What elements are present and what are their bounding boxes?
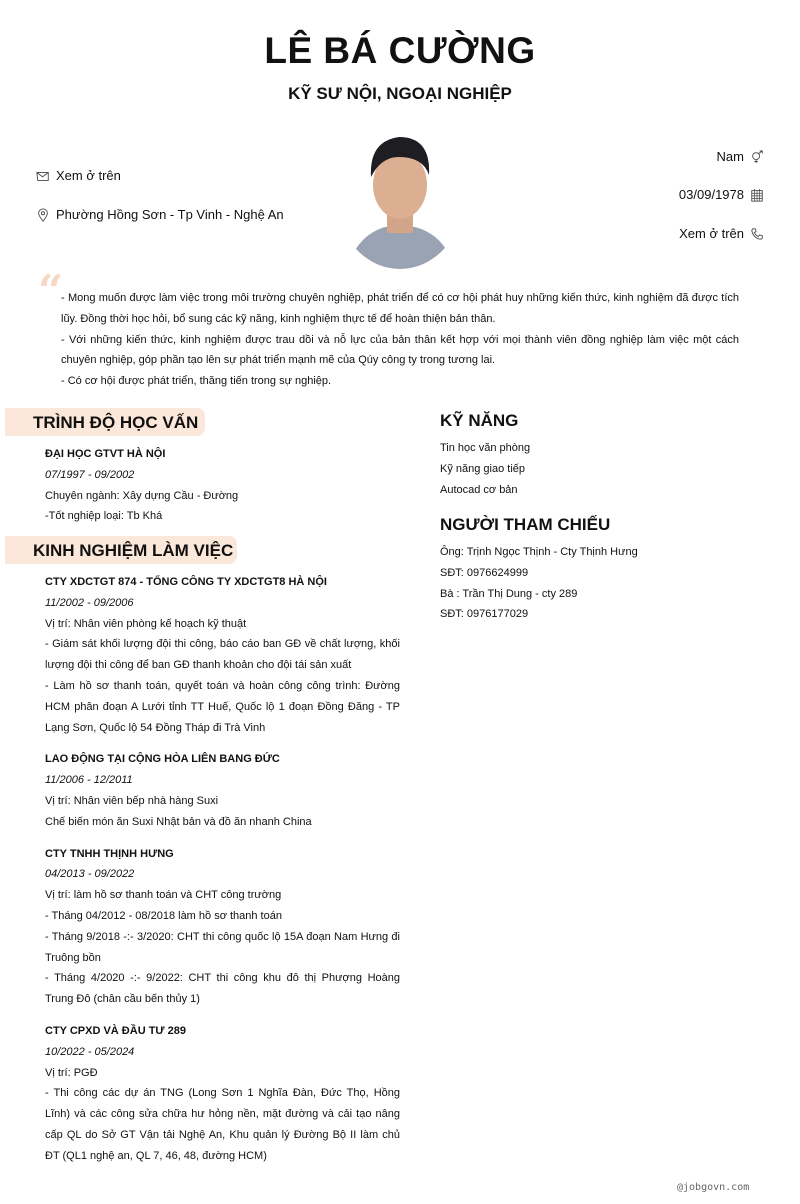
phone-contact xyxy=(679,226,764,241)
phone-value: Xem ở trên xyxy=(679,226,744,241)
education-item xyxy=(45,444,400,527)
phone-icon xyxy=(750,227,764,241)
job-title: KỸ SƯ NỘI, NGOẠI NGHIỆP xyxy=(288,84,512,103)
company-name: CTY CPXD VÀ ĐẦU TƯ 289 xyxy=(45,1024,186,1037)
job-date: 10/2022 - 05/2024 xyxy=(45,1045,135,1058)
school-name: ĐẠI HỌC GTVT HÀ NỘI xyxy=(45,448,166,460)
profile-photo xyxy=(337,127,463,269)
references-section xyxy=(440,514,770,625)
dob-value: 03/09/1978 xyxy=(678,187,744,202)
job-item xyxy=(45,844,400,1010)
job-date: 04/2013 - 09/2022 xyxy=(45,868,135,881)
email-contact xyxy=(36,168,121,183)
reference-line: Ông: Trịnh Ngọc Thịnh - Cty Thịnh Hưng xyxy=(440,546,638,558)
job-line: - Tháng 4/2020 -:- 9/2022: CHT thi công khu đô thị Phượng Hoàng Trung Đô (chân cầu bến thủy 1) xyxy=(45,972,400,1006)
gender-icon xyxy=(750,150,764,164)
calendar-icon xyxy=(750,188,764,202)
job-line: Vị trí: PGĐ xyxy=(45,1066,98,1079)
job-line: Vị trí: Nhân viên bếp nhà hàng Suxi xyxy=(45,794,219,807)
education-line: Chuyên ngành: Xây dựng Cầu - Đường xyxy=(45,489,239,502)
skills-section xyxy=(440,410,770,500)
company-name: LAO ĐỘNG TẠI CỘNG HÒA LIÊN BANG ĐỨC xyxy=(45,753,280,766)
gender-contact xyxy=(717,149,764,164)
career-objective xyxy=(61,288,739,392)
skill-item: Tin học văn phòng xyxy=(440,442,531,454)
email-value: Xem ở trên xyxy=(56,168,121,183)
address-contact xyxy=(36,207,284,222)
watermark-footer: @jobgovn.com xyxy=(677,1182,750,1193)
experience-heading: KINH NGHIỆM LÀM VIỆC xyxy=(5,536,237,564)
quote-icon: “ xyxy=(38,266,64,317)
company-name: CTY XDCTGT 874 - TỔNG CÔNG TY XDCTGT8 HÀ NỘI xyxy=(45,576,327,588)
reference-line: SĐT: 0976177029 xyxy=(440,608,529,621)
job-item xyxy=(45,572,400,738)
job-item xyxy=(45,749,400,832)
education-line: -Tốt nghiệp loại: Tb Khá xyxy=(45,510,163,523)
job-date: 11/2006 - 12/2011 xyxy=(45,774,133,787)
reference-line: Bà : Trần Thị Dung - cty 289 xyxy=(440,587,578,600)
skill-item: Kỹ năng giao tiếp xyxy=(440,462,526,475)
job-line: Vị trí: Nhân viên phòng kế hoạch kỹ thuật xyxy=(45,617,247,630)
company-name: CTY TNHH THỊNH HƯNG xyxy=(45,847,174,860)
skill-item: Autocad cơ bản xyxy=(440,483,518,496)
job-line: - Giám sát khối lượng đội thi công, báo cáo ban GĐ về chất lượng, khối lượng đội thi công để ban GĐ thanh khoản cho đội tái sản xuất xyxy=(45,638,400,672)
candidate-name: LÊ BÁ CƯỜNG xyxy=(264,30,536,71)
job-line: Chế biến món ăn Suxi Nhật bản và đồ ăn nhanh China xyxy=(45,815,312,828)
envelope-icon xyxy=(36,169,50,183)
job-date: 11/2002 - 09/2006 xyxy=(45,596,134,609)
job-item xyxy=(45,1021,400,1167)
reference-line: SĐT: 0976624999 xyxy=(440,566,529,579)
job-line: - Tháng 04/2012 - 08/2018 làm hồ sơ thanh toán xyxy=(45,909,282,922)
job-line: - Thi công các dự án TNG (Long Sơn 1 Nghĩa Đàn, Đức Thọ, Hồng Lĩnh) và các công sửa chữa hư hỏng nền, mặt đường và cải tạo nâng cấp QL do Sở GT Vận tải Nghệ An, Khu quản lý Đường Bộ II làm chủ ĐT (QL1 nghệ an, QL 7, 46, 48, đường HCM) xyxy=(45,1087,400,1162)
education-section xyxy=(45,444,400,527)
job-line: Vị trí: làm hồ sơ thanh toán và CHT công trường xyxy=(45,889,282,902)
job-line: - Tháng 9/2018 -:- 3/2020: CHT thi công quốc lộ 15A đoạn Nam Hưng đi Truông bồn xyxy=(45,930,400,964)
gender-value: Nam xyxy=(716,149,744,164)
job-line: - Làm hồ sơ thanh toán, quyết toán và hoàn công công trình: Đường HCM phân đoạn A Lưới tỉnh TT Huế, Quốc lộ 1 đoạn Đồng Đăng - TP Lạng Sơn, Quốc lộ 54 Đồng Tháp đi Trà Vinh xyxy=(45,679,400,734)
skills-heading: KỸ NĂNG xyxy=(440,411,519,430)
objective-line: - Có cơ hội được phát triển, thăng tiến trong sự nghiệp. xyxy=(61,375,332,388)
education-heading: TRÌNH ĐỘ HỌC VẤN xyxy=(5,408,205,436)
address-value: Phường Hồng Sơn - Tp Vinh - Nghệ An xyxy=(56,207,284,222)
experience-section xyxy=(45,572,400,1178)
education-date: 07/1997 - 09/2002 xyxy=(45,468,135,481)
location-pin-icon xyxy=(36,208,50,222)
objective-line: - Mong muốn được làm việc trong môi trường chuyên nghiệp, phát triển để có cơ hội phát huy những kiến thức, kinh nghiệm đã được tích lũy. Đồng thời học hỏi, bổ sung các kỹ năng, kinh nghiệm thực tế để hoàn thiện bản thân. xyxy=(61,292,739,325)
objective-line: - Với những kiến thức, kinh nghiệm được trau dồi và nỗ lực của bản thân kết hợp với mọi thành viên đồng nghiệp làm việc một cách chuyên nghiệp, góp phần tạo lên sự phát triển mạnh mẽ của Qúy công ty trong tương lai. xyxy=(61,333,739,367)
dob-contact xyxy=(679,187,764,202)
references-heading: NGƯỜI THAM CHIẾU xyxy=(440,515,611,534)
